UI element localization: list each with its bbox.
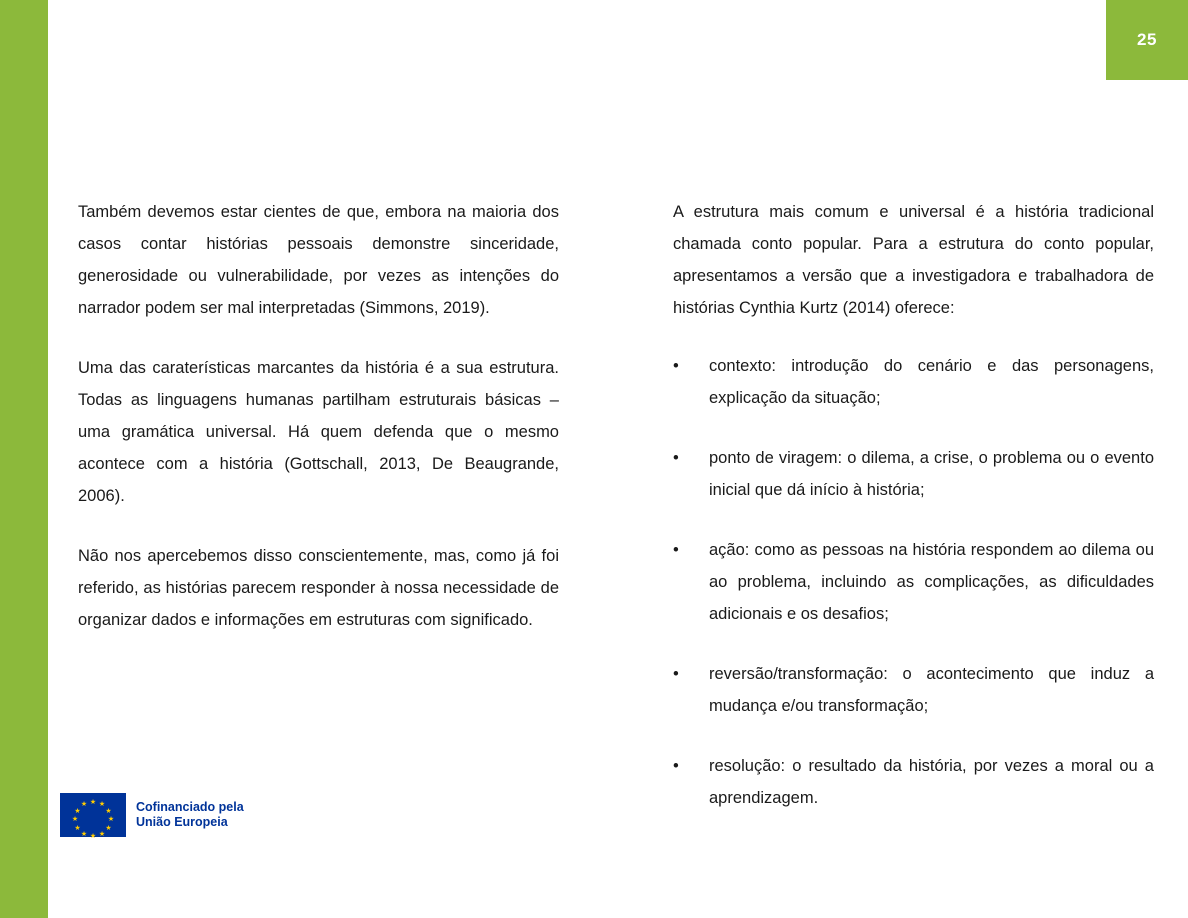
paragraph: Não nos apercebemos disso conscientemente, mas, como já foi referido, as histórias parecem responder à nossa necessidade de organizar dados e informações em estruturas com significado.	[78, 547, 559, 629]
page-number-badge	[1106, 0, 1188, 80]
eu-funding-line2: União Europeia	[136, 815, 228, 829]
right-column	[673, 196, 1154, 814]
eu-funding-text	[136, 800, 244, 830]
list-item-label: ação: como as pessoas na história respondem ao dilema ou ao problema, incluindo as complicações, as dificuldades adicionais e os desafios;	[709, 541, 1154, 623]
list-item	[673, 350, 1154, 414]
content-area	[78, 196, 1154, 814]
paragraph: Também devemos estar cientes de que, embora na maioria dos casos contar histórias pessoais demonstre sinceridade, generosidade ou vulnerabilidade, por vezes as intenções do narrador podem ser mal interpretadas (Simmons, 2019).	[78, 203, 559, 317]
bullet-icon: •	[673, 665, 679, 683]
left-column	[78, 196, 559, 814]
bullet-icon: •	[673, 357, 679, 375]
eu-flag-icon: ★ ★ ★ ★ ★ ★ ★ ★ ★ ★ ★ ★	[60, 793, 126, 837]
eu-funding-logo	[60, 793, 244, 840]
list-item	[673, 442, 1154, 506]
paragraph: Uma das caraterísticas marcantes da história é a sua estrutura. Todas as linguagens humanas partilham estruturais básicas – uma gramática universal. Há quem defenda que o mesmo acontece com a história (Gottschall, 2013, De Beaugrande, 2006).	[78, 359, 559, 505]
list-item	[673, 750, 1154, 814]
list-item	[673, 658, 1154, 722]
list-item	[673, 534, 1154, 630]
page-number: 25	[1137, 30, 1157, 49]
list-item-label: ponto de viragem: o dilema, a crise, o problema ou o evento inicial que dá início à história;	[709, 449, 1154, 499]
story-structure-list	[673, 350, 1154, 814]
bullet-icon: •	[673, 449, 679, 467]
bullet-icon: •	[673, 757, 679, 775]
list-item-label: reversão/transformação: o acontecimento que induz a mudança e/ou transformação;	[709, 665, 1154, 715]
right-column-intro: A estrutura mais comum e universal é a história tradicional chamada conto popular. Para a estrutura do conto popular, apresentamos a versão que a investigadora e trabalhadora de histórias Cynthia Kurtz (2014) oferece:	[673, 203, 1154, 317]
bullet-icon: •	[673, 541, 679, 559]
left-accent-bar	[0, 0, 48, 918]
eu-funding-line1: Cofinanciado pela	[136, 800, 244, 814]
list-item-label: resolução: o resultado da história, por vezes a moral ou a aprendizagem.	[709, 757, 1154, 807]
list-item-label: contexto: introdução do cenário e das personagens, explicação da situação;	[709, 357, 1154, 407]
